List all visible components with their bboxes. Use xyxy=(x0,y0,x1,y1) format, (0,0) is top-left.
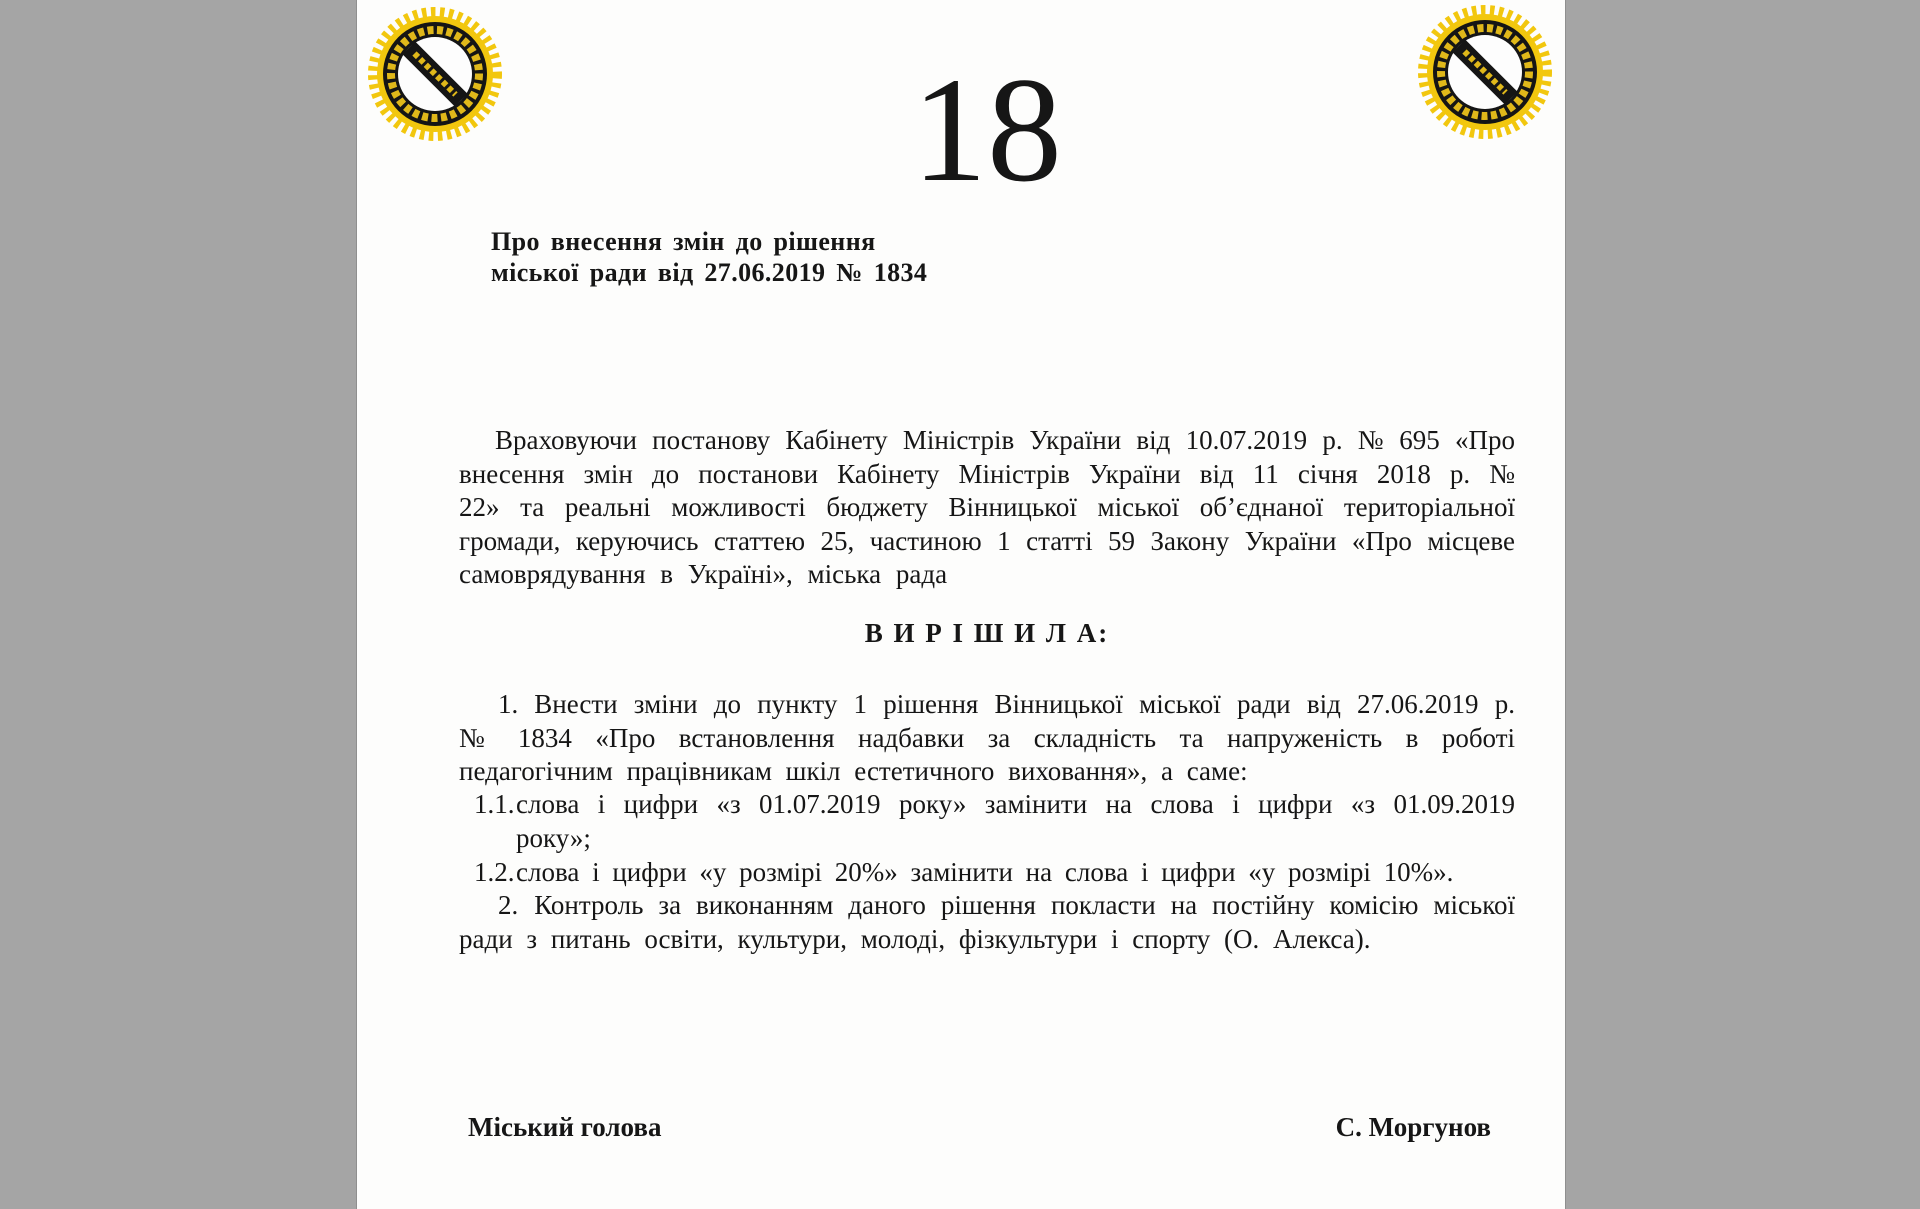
item-number: 1.1. xyxy=(474,789,515,819)
item-number: 1.2. xyxy=(474,857,515,887)
item-number: 2. xyxy=(498,890,519,920)
item-text: Внести зміни до пункту 1 рішення Вінницької міської ради від 27.06.2019 р. № 1834 «Про встановлення надбавки за складність та напруженість в роботі педагогічним працівникам шкіл естетичного виховання», а саме: xyxy=(459,689,1515,786)
resolved-heading: В И Р І Ш И Л А: xyxy=(864,618,1110,648)
decision-item-1 xyxy=(459,688,1515,789)
signer-title: Міський голова xyxy=(468,1112,662,1142)
item-number: 1. xyxy=(498,689,519,719)
document-title xyxy=(491,226,927,288)
item-text: слова і цифри «з 01.07.2019 року» замінити на слова і цифри «з 01.09.2019 року»; xyxy=(516,789,1515,853)
preamble-paragraph: Враховуючи постанову Кабінету Міністрів України від 10.07.2019 р. № 695 «Про внесення змін до постанови Кабінету Міністрів України від 11 січня 2018 р. № 22» та реальні можливості бюджету Вінницької міської об’єднаної територіальної громади, керуючись статтею 25, частиною 1 статті 59 Закону України «Про місцеве самоврядування в Україні», міська рада xyxy=(459,425,1515,589)
signer-name: С. Моргунов xyxy=(1335,1112,1491,1142)
page-number: 18 xyxy=(912,47,1062,213)
document-page xyxy=(356,0,1566,1209)
item-text: слова і цифри «у розмірі 20%» замінити на слова і цифри «у розмірі 10%». xyxy=(516,857,1454,887)
item-text: Контроль за виконанням даного рішення покласти на постійну комісію міської ради з питань освіти, культури, молоді, фізкультури і спорту (О. Алекса). xyxy=(459,890,1515,954)
decision-item-1-1 xyxy=(459,788,1515,855)
title-line-2: міської ради від 27.06.2019 № 1834 xyxy=(491,258,928,287)
decision-item-1-2 xyxy=(459,856,1515,890)
decision-item-2 xyxy=(459,889,1515,956)
title-line-1: Про внесення змін до рішення xyxy=(491,227,876,256)
signature-row xyxy=(459,1112,1515,1143)
